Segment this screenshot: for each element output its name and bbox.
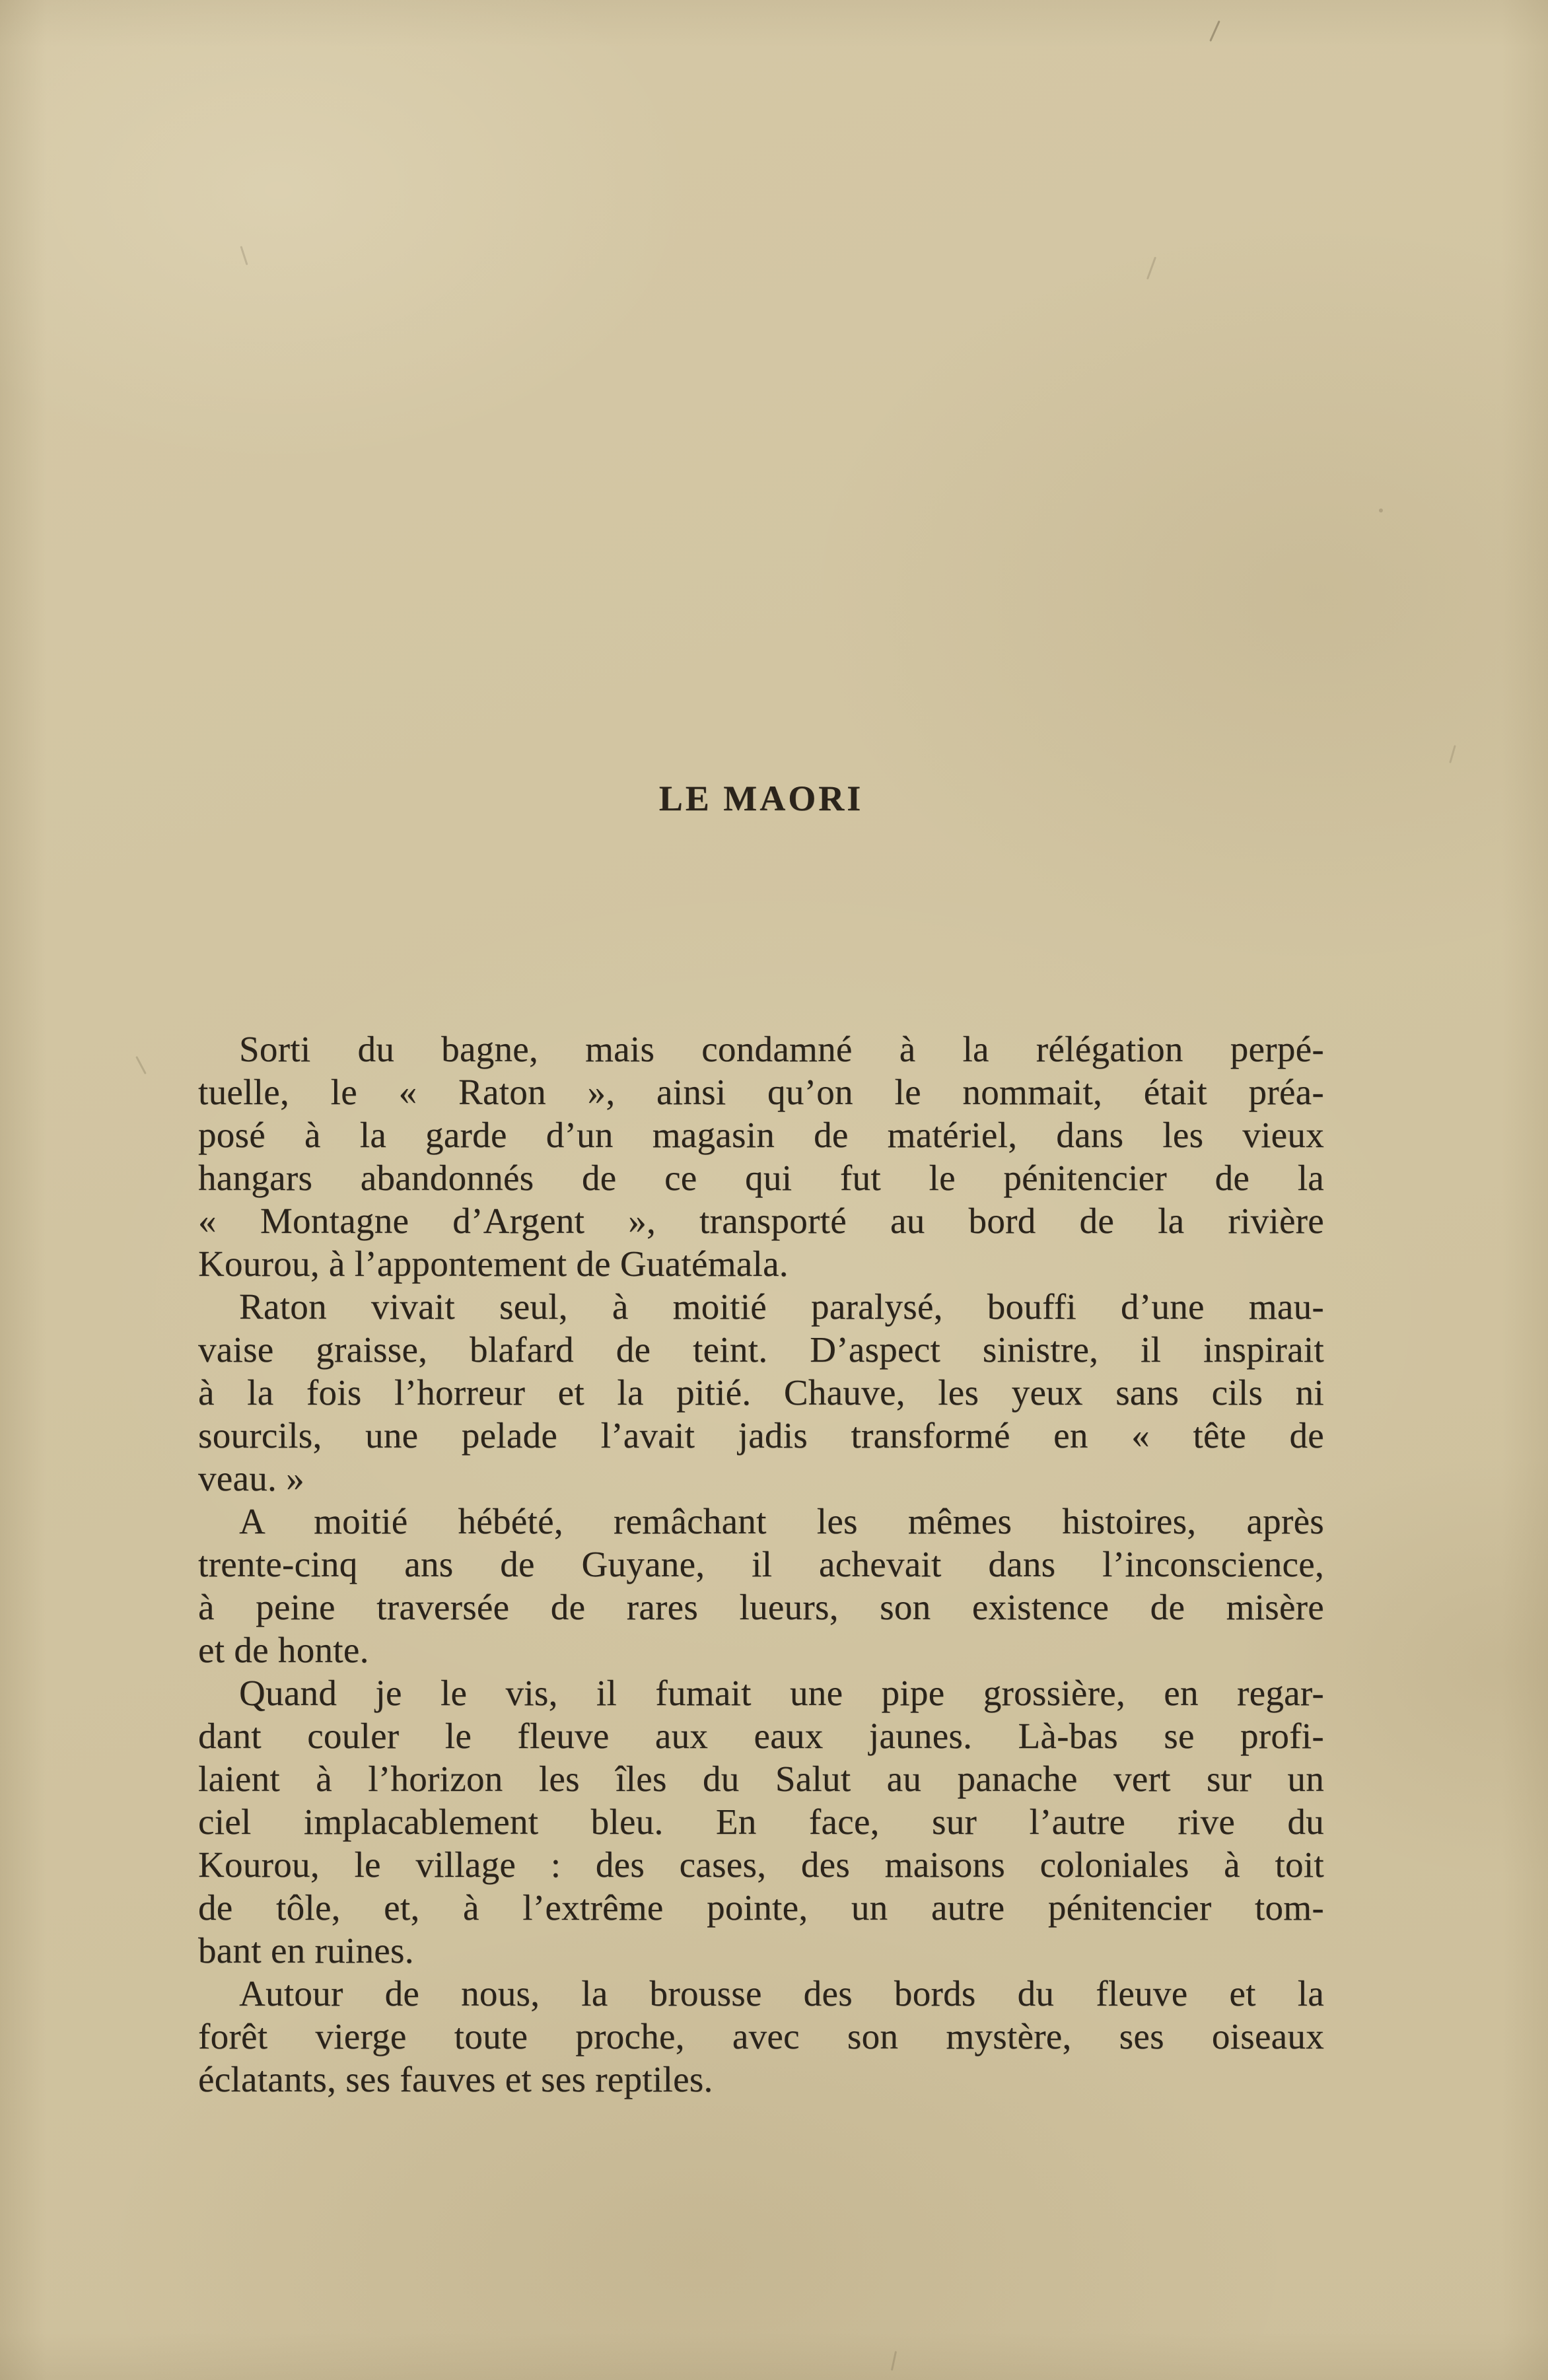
- text-line: forêt vierge toute proche, avec son mystère, ses oiseaux: [198, 2016, 1324, 2056]
- text-line: sourcils, une pelade l’avait jadis transformé en « tête de: [198, 1415, 1324, 1455]
- paper-mark: [891, 2351, 897, 2371]
- text-line: Kourou, à l’appontement de Guatémala.: [198, 1243, 789, 1284]
- paragraph: [198, 1972, 1324, 2101]
- text-line: ciel implacablement bleu. En face, sur l’autre rive du: [198, 1802, 1324, 1842]
- text-line: trente-cinq ans de Guyane, il achevait dans l’inconscience,: [198, 1544, 1324, 1584]
- text-line: éclatants, ses fauves et ses reptiles.: [198, 2059, 713, 2099]
- paragraph: [198, 1028, 1324, 1285]
- text-line: veau. »: [198, 1458, 304, 1498]
- text-line: posé à la garde d’un magasin de matériel, dans les vieux: [198, 1115, 1324, 1155]
- paper-mark: [1209, 20, 1220, 42]
- paragraph: [198, 1285, 1324, 1500]
- text-line: Raton vivait seul, à moitié paralysé, bouffi d’une mau-: [239, 1286, 1324, 1327]
- text-line: A moitié hébété, remâchant les mêmes histoires, après: [239, 1501, 1324, 1541]
- paragraph: [198, 1671, 1324, 1972]
- paper-mark: [1379, 508, 1383, 512]
- paper-mark: [1449, 745, 1456, 763]
- paragraph: [198, 1500, 1324, 1671]
- paper-mark: [1146, 257, 1156, 280]
- text-line: à la fois l’horreur et la pitié. Chauve, les yeux sans cils ni: [198, 1372, 1324, 1413]
- paper-mark: [135, 1056, 147, 1074]
- text-line: « Montagne d’Argent », transporté au bord de la rivière: [198, 1201, 1324, 1241]
- text-line: Kourou, le village : des cases, des maisons coloniales à toit: [198, 1844, 1324, 1885]
- text-line: et de honte.: [198, 1630, 369, 1670]
- text-line: tuelle, le « Raton », ainsi qu’on le nommait, était préa-: [198, 1072, 1324, 1112]
- text-line: Sorti du bagne, mais condamné à la rélégation perpé-: [239, 1029, 1324, 1069]
- text-block: [198, 1028, 1324, 2101]
- text-line: vaise graisse, blafard de teint. D’aspect sinistre, il inspirait: [198, 1329, 1324, 1370]
- text-line: à peine traversée de rares lueurs, son existence de misère: [198, 1587, 1324, 1627]
- text-line: dant couler le fleuve aux eaux jaunes. Là-bas se profi-: [198, 1716, 1324, 1756]
- text-line: de tôle, et, à l’extrême pointe, un autre pénitencier tom-: [198, 1887, 1324, 1928]
- chapter-title: LE MAORI: [658, 779, 864, 818]
- paper-mark: [240, 246, 248, 265]
- text-line: bant en ruines.: [198, 1930, 414, 1971]
- text-line: Autour de nous, la brousse des bords du fleuve et la: [239, 1973, 1324, 2013]
- text-line: Quand je le vis, il fumait une pipe grossière, en regar-: [239, 1673, 1324, 1713]
- text-line: hangars abandonnés de ce qui fut le pénitencier de la: [198, 1158, 1324, 1198]
- text-line: laient à l’horizon les îles du Salut au panache vert sur un: [198, 1759, 1324, 1799]
